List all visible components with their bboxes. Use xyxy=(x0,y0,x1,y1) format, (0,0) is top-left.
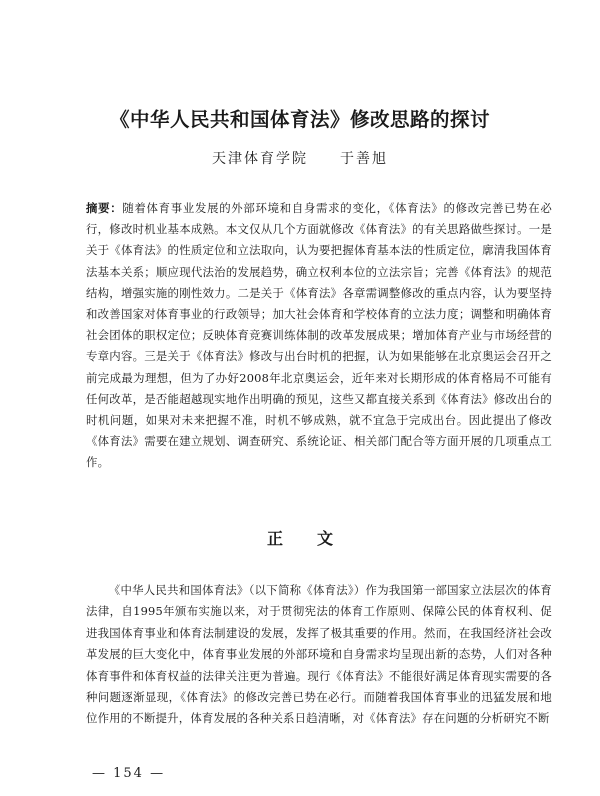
page-number: — 154 — xyxy=(92,766,166,781)
abstract xyxy=(86,198,552,474)
author-name: 于善旭 xyxy=(340,151,388,167)
article-title: 《中华人民共和国体育法》修改思路的探讨 xyxy=(109,108,490,131)
abstract-label: 摘要： xyxy=(86,201,123,215)
author-line xyxy=(0,148,600,168)
body-paragraph: 《中华人民共和国体育法》（以下简称《体育法》）作为我国第一部国家立法层次的体育法律，自1995年颁布实施以来，对于贯彻宪法的体育工作原则、保障公民的体育权利、促进我国体育事业和体育法制建设的发展，发挥了极其重要的作用。然而，在我国经济社会改革发展的巨大变化中，体育事业发展的外部环境和自身需求均呈现出新的态势，人们对各种体育事件和体育权益的法律关注更为普遍。现行《体育法》不能很好满足体育现实需要的各种问题逐渐显现，《体育法》的修改完善已势在必行。而随着我国体育事业的迅猛发展和地位作用的不断提升，体育发展的各种关系日趋清晰，对《体育法》存在问题的分析研究不断 xyxy=(86,583,552,726)
abstract-text: 随着体育事业发展的外部环境和自身需求的变化，《体育法》的修改完善已势在必行，修改时机业基本成熟。本文仅从几个方面就修改《体育法》的有关思路做些探讨。一是关于《体育法》的性质定位和立法取向，认为要把握体育基本法的性质定位，廓清我国体育法基本关系；顺应现代法治的发展趋势，确立权利本位的立法宗旨；完善《体育法》的规范结构，增强实施的刚性效力。二是关于《体育法》各章需调整修改的重点内容，认为要坚持和改善国家对体育事业的行政领导；加大社会体育和学校体育的立法力度；调整和明确体育社会团体的职权定位；反映体育竞赛训练体制的改革发展成果；增加体育产业与市场经营的专章内容。三是关于《体育法》修改与出台时机的把握，认为如果能够在北京奥运会召开之前完成最为理想，但为了办好2008年北京奥运会，近年来对长期形成的体育格局不可能有任何改革，是否能超越现实地作出明确的预见，这些又都直接关系到《体育法》修改出台的时机问题，如果对未来把握不准，时机不够成熟，就不宜急于完成出台。因此提出了修改《体育法》需要在建立规划、调查研究、系统论证、相关部门配合等方面开展的几项重点工作。 xyxy=(86,201,552,470)
author-institution: 天津体育学院 xyxy=(212,151,308,167)
section-heading: 正文 xyxy=(266,529,367,548)
